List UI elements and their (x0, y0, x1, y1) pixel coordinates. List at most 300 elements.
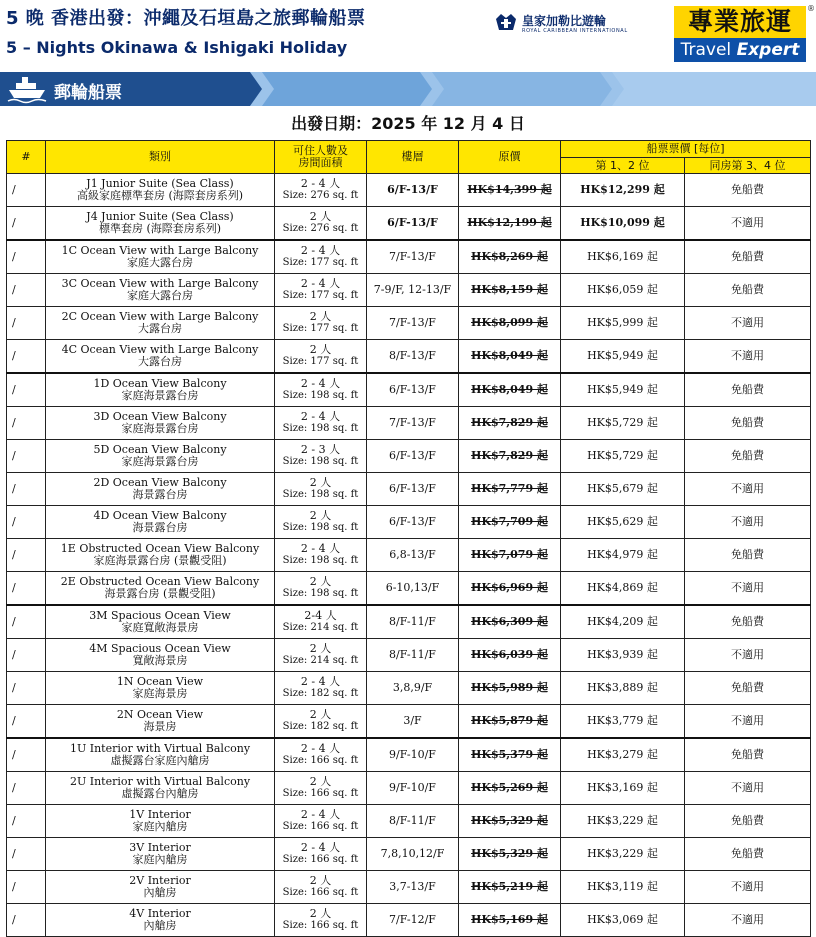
row-category (46, 572, 275, 606)
row-size: Size: 198 sq. ft (282, 489, 359, 500)
row-name-zh: 家庭內艙房 (132, 853, 188, 866)
row-num: / (7, 207, 46, 241)
row-size: Size: 182 sq. ft (282, 721, 359, 732)
row-extra-fare: 免船費 (685, 373, 811, 407)
row-num: / (7, 307, 46, 340)
row-extra-fare: 免船費 (685, 240, 811, 274)
row-occ: 2 人 (309, 476, 332, 489)
table-row (7, 838, 811, 871)
row-name-en: 2V Interior (129, 874, 191, 887)
section-label: 郵輪船票 (54, 83, 122, 103)
row-name-en: 4C Ocean View with Large Balcony (61, 343, 259, 356)
row-name-en: 5D Ocean View Balcony (93, 443, 227, 456)
row-price: HK$5,679 起 (561, 473, 685, 506)
row-name-zh: 家庭海景露台房 (景觀受阻) (93, 554, 227, 567)
row-num: / (7, 772, 46, 805)
col-original: 原價 (459, 141, 561, 174)
row-original-price: HK$8,159 起 (459, 274, 561, 307)
row-num: / (7, 605, 46, 639)
row-original-price: HK$8,269 起 (459, 240, 561, 274)
row-name-en: J4 Junior Suite (Sea Class) (86, 210, 234, 223)
row-price: HK$5,999 起 (561, 307, 685, 340)
row-price: HK$3,279 起 (561, 738, 685, 772)
row-occ: 2-4 人 (304, 609, 337, 622)
row-deck: 3,8,9/F (367, 672, 459, 705)
row-price: HK$3,229 起 (561, 805, 685, 838)
row-category (46, 772, 275, 805)
row-name-en: 2E Obstructed Ocean View Balcony (60, 575, 260, 588)
row-category (46, 473, 275, 506)
row-occupancy (275, 473, 367, 506)
row-occupancy (275, 805, 367, 838)
row-deck: 7-9/F, 12-13/F (367, 274, 459, 307)
row-extra-fare: 免船費 (685, 407, 811, 440)
row-extra-fare: 免船費 (685, 838, 811, 871)
table-row (7, 904, 811, 937)
row-price: HK$3,229 起 (561, 838, 685, 871)
row-category (46, 407, 275, 440)
row-original-price: HK$5,329 起 (459, 838, 561, 871)
row-num: / (7, 506, 46, 539)
row-extra-fare: 不適用 (685, 639, 811, 672)
row-price: HK$4,209 起 (561, 605, 685, 639)
col-occupancy-line1: 可住人數及 (293, 144, 348, 157)
row-extra-fare: 免船費 (685, 805, 811, 838)
row-category (46, 904, 275, 937)
row-size: Size: 166 sq. ft (282, 755, 359, 766)
row-name-zh: 寬敞海景房 (132, 654, 188, 667)
row-deck: 8/F-11/F (367, 639, 459, 672)
table-row (7, 772, 811, 805)
row-price: HK$3,889 起 (561, 672, 685, 705)
te-logo-zh: 專業旅運 (674, 6, 806, 38)
col-num: # (7, 141, 46, 174)
row-price: HK$3,069 起 (561, 904, 685, 937)
row-num: / (7, 240, 46, 274)
row-deck: 7/F-12/F (367, 904, 459, 937)
table-row (7, 473, 811, 506)
row-occupancy (275, 605, 367, 639)
row-price: HK$5,629 起 (561, 506, 685, 539)
row-name-en: 2C Ocean View with Large Balcony (61, 310, 259, 323)
col-fare-3-4: 同房第 3、4 位 (685, 158, 811, 174)
row-extra-fare: 不適用 (685, 705, 811, 739)
row-extra-fare: 不適用 (685, 473, 811, 506)
row-name-zh: 家庭內艙房 (132, 820, 188, 833)
row-num: / (7, 473, 46, 506)
row-deck: 6/F-13/F (367, 174, 459, 207)
row-name-zh: 家庭大露台房 (127, 256, 193, 269)
row-name-zh: 大露台房 (138, 355, 182, 368)
row-size: Size: 177 sq. ft (282, 290, 359, 301)
row-num: / (7, 738, 46, 772)
row-num: / (7, 373, 46, 407)
row-original-price: HK$5,879 起 (459, 705, 561, 739)
table-row (7, 274, 811, 307)
crown-anchor-icon (494, 10, 518, 34)
row-name-zh: 海景露台房 (景觀受阻) (104, 587, 216, 600)
row-size: Size: 198 sq. ft (282, 588, 359, 599)
row-occ: 2 - 4 人 (300, 675, 341, 688)
row-size: Size: 198 sq. ft (282, 423, 359, 434)
col-deck: 樓層 (367, 141, 459, 174)
row-price: HK$4,869 起 (561, 572, 685, 606)
row-name-en: 1E Obstructed Ocean View Balcony (60, 542, 260, 555)
row-category (46, 639, 275, 672)
row-occupancy (275, 207, 367, 241)
row-occupancy (275, 672, 367, 705)
row-occupancy (275, 871, 367, 904)
row-occ: 2 人 (309, 509, 332, 522)
row-original-price: HK$6,969 起 (459, 572, 561, 606)
row-name-zh: 家庭海景房 (132, 687, 188, 700)
row-name-en: 1C Ocean View with Large Balcony (61, 244, 259, 257)
row-occupancy (275, 904, 367, 937)
row-occ: 2 人 (309, 708, 332, 721)
travel-expert-logo (674, 4, 815, 62)
row-name-en: 2N Ocean View (116, 708, 204, 721)
row-size: Size: 276 sq. ft (282, 223, 359, 234)
row-deck: 6/F-13/F (367, 473, 459, 506)
row-size: Size: 177 sq. ft (282, 257, 359, 268)
row-original-price: HK$8,049 起 (459, 373, 561, 407)
row-category (46, 705, 275, 739)
row-category (46, 805, 275, 838)
table-row (7, 373, 811, 407)
row-extra-fare: 免船費 (685, 605, 811, 639)
row-deck: 8/F-13/F (367, 340, 459, 374)
row-occupancy (275, 240, 367, 274)
row-deck: 3,7-13/F (367, 871, 459, 904)
row-price: HK$3,169 起 (561, 772, 685, 805)
row-original-price: HK$14,399 起 (459, 174, 561, 207)
row-occ: 2 - 4 人 (300, 244, 341, 257)
row-category (46, 207, 275, 241)
row-num: / (7, 274, 46, 307)
row-extra-fare: 不適用 (685, 904, 811, 937)
row-original-price: HK$5,219 起 (459, 871, 561, 904)
te-logo-reg: ® (807, 4, 815, 13)
row-extra-fare: 不適用 (685, 340, 811, 374)
row-category (46, 871, 275, 904)
row-original-price: HK$6,309 起 (459, 605, 561, 639)
row-original-price: HK$7,079 起 (459, 539, 561, 572)
royal-caribbean-logo (494, 10, 644, 36)
te-logo-en-2: Expert (736, 40, 800, 60)
row-num: / (7, 639, 46, 672)
row-size: Size: 166 sq. ft (282, 920, 359, 931)
row-name-en: 4V Interior (129, 907, 191, 920)
row-size: Size: 166 sq. ft (282, 854, 359, 865)
row-size: Size: 214 sq. ft (282, 622, 359, 633)
row-deck: 6,8-13/F (367, 539, 459, 572)
col-occupancy-line2: 房間面積 (298, 156, 343, 169)
row-occupancy (275, 772, 367, 805)
row-deck: 6/F-13/F (367, 207, 459, 241)
row-price: HK$10,099 起 (561, 207, 685, 241)
row-occ: 2 - 4 人 (300, 410, 341, 423)
row-category (46, 240, 275, 274)
table-row (7, 407, 811, 440)
row-name-en: 1N Ocean View (116, 675, 204, 688)
row-occ: 2 - 4 人 (300, 277, 341, 290)
row-original-price: HK$12,199 起 (459, 207, 561, 241)
table-row (7, 639, 811, 672)
table-row (7, 871, 811, 904)
row-deck: 9/F-10/F (367, 738, 459, 772)
row-size: Size: 198 sq. ft (282, 555, 359, 566)
row-original-price: HK$5,329 起 (459, 805, 561, 838)
title-zh: 5 晚 香港出發：沖繩及石垣島之旅郵輪船票 (6, 8, 366, 29)
row-category (46, 506, 275, 539)
row-price: HK$5,729 起 (561, 407, 685, 440)
row-occ: 2 - 4 人 (300, 377, 341, 390)
row-name-en: 2U Interior with Virtual Balcony (69, 775, 251, 788)
row-size: Size: 214 sq. ft (282, 655, 359, 666)
row-category (46, 274, 275, 307)
row-num: / (7, 705, 46, 739)
row-size: Size: 276 sq. ft (282, 190, 359, 201)
rc-logo-name: 皇家加勒比遊輪 (522, 14, 607, 28)
row-price: HK$12,299 起 (561, 174, 685, 207)
row-extra-fare: 不適用 (685, 772, 811, 805)
row-original-price: HK$6,039 起 (459, 639, 561, 672)
table-row (7, 805, 811, 838)
row-original-price: HK$5,169 起 (459, 904, 561, 937)
row-occ: 2 人 (309, 210, 332, 223)
row-occupancy (275, 639, 367, 672)
row-size: Size: 166 sq. ft (282, 821, 359, 832)
row-occ: 2 人 (309, 775, 332, 788)
row-occupancy (275, 307, 367, 340)
row-name-zh: 家庭海景露台房 (121, 455, 199, 468)
row-name-zh: 內艙房 (143, 919, 177, 932)
row-occ: 2 人 (309, 343, 332, 356)
row-occupancy (275, 407, 367, 440)
row-name-zh: 內艙房 (143, 886, 177, 899)
row-deck: 3/F (367, 705, 459, 739)
row-category (46, 605, 275, 639)
row-category (46, 307, 275, 340)
row-name-en: 3V Interior (129, 841, 191, 854)
row-category (46, 440, 275, 473)
row-num: / (7, 539, 46, 572)
row-name-zh: 家庭海景露台房 (121, 422, 199, 435)
row-name-en: 1D Ocean View Balcony (93, 377, 227, 390)
row-price: HK$6,059 起 (561, 274, 685, 307)
rc-logo-sub: ROYAL CARIBBEAN INTERNATIONAL (522, 28, 628, 34)
table-row (7, 174, 811, 207)
row-extra-fare: 免船費 (685, 539, 811, 572)
col-fare-group: 船票票價 [每位] (561, 141, 811, 158)
departure-date: 出發日期：2025 年 12 月 4 日 (291, 114, 525, 133)
row-price: HK$5,949 起 (561, 373, 685, 407)
row-occupancy (275, 539, 367, 572)
row-deck: 8/F-11/F (367, 605, 459, 639)
title-en: 5 – Nights Okinawa & Ishigaki Holiday (6, 38, 348, 57)
row-deck: 6/F-13/F (367, 506, 459, 539)
row-original-price: HK$5,989 起 (459, 672, 561, 705)
row-original-price: HK$7,829 起 (459, 440, 561, 473)
row-name-zh: 海景露台房 (132, 521, 188, 534)
row-extra-fare: 免船費 (685, 440, 811, 473)
row-price: HK$5,949 起 (561, 340, 685, 374)
table-row (7, 705, 811, 739)
row-size: Size: 182 sq. ft (282, 688, 359, 699)
row-num: / (7, 340, 46, 374)
col-category: 類別 (46, 141, 275, 174)
row-num: / (7, 904, 46, 937)
row-category (46, 340, 275, 374)
row-occ: 2 - 4 人 (300, 542, 341, 555)
row-occupancy (275, 340, 367, 374)
fare-table (6, 140, 811, 937)
row-extra-fare: 免船費 (685, 174, 811, 207)
row-occ: 2 - 4 人 (300, 808, 341, 821)
table-row (7, 240, 811, 274)
row-name-en: J1 Junior Suite (Sea Class) (86, 177, 234, 190)
row-extra-fare: 免船費 (685, 738, 811, 772)
row-occupancy (275, 738, 367, 772)
table-row (7, 307, 811, 340)
row-occupancy (275, 440, 367, 473)
row-original-price: HK$7,829 起 (459, 407, 561, 440)
row-deck: 6-10,13/F (367, 572, 459, 606)
row-extra-fare: 不適用 (685, 871, 811, 904)
row-deck: 7,8,10,12/F (367, 838, 459, 871)
row-name-zh: 標準套房 (海際套房系列) (98, 222, 222, 235)
row-extra-fare: 不適用 (685, 307, 811, 340)
table-row (7, 672, 811, 705)
col-occupancy (275, 141, 367, 174)
row-occ: 2 - 4 人 (300, 177, 341, 190)
row-occupancy (275, 274, 367, 307)
row-category (46, 174, 275, 207)
row-extra-fare: 不適用 (685, 207, 811, 241)
row-deck: 7/F-13/F (367, 407, 459, 440)
row-original-price: HK$8,099 起 (459, 307, 561, 340)
row-occ: 2 人 (309, 874, 332, 887)
row-deck: 8/F-11/F (367, 805, 459, 838)
row-category (46, 373, 275, 407)
row-name-zh: 虛擬露台家庭內艙房 (110, 754, 210, 767)
row-num: / (7, 838, 46, 871)
table-row (7, 605, 811, 639)
table-row (7, 207, 811, 241)
table-row (7, 506, 811, 539)
te-logo-en-1: Travel (680, 40, 732, 60)
row-deck: 6/F-13/F (367, 373, 459, 407)
row-name-en: 3D Ocean View Balcony (93, 410, 227, 423)
row-num: / (7, 805, 46, 838)
row-size: Size: 177 sq. ft (282, 356, 359, 367)
cruise-ship-icon (6, 74, 48, 104)
fare-table-body (7, 174, 811, 937)
row-price: HK$3,779 起 (561, 705, 685, 739)
row-size: Size: 198 sq. ft (282, 522, 359, 533)
row-size: Size: 198 sq. ft (282, 456, 359, 467)
table-row (7, 440, 811, 473)
row-name-zh: 海景房 (143, 720, 177, 733)
row-num: / (7, 407, 46, 440)
row-num: / (7, 174, 46, 207)
row-price: HK$6,169 起 (561, 240, 685, 274)
row-original-price: HK$5,379 起 (459, 738, 561, 772)
row-size: Size: 166 sq. ft (282, 788, 359, 799)
row-category (46, 838, 275, 871)
row-occupancy (275, 705, 367, 739)
row-occupancy (275, 838, 367, 871)
row-extra-fare: 不適用 (685, 572, 811, 606)
row-occ: 2 人 (309, 907, 332, 920)
row-name-zh: 家庭大露台房 (127, 289, 193, 302)
row-occupancy (275, 506, 367, 539)
row-name-en: 2D Ocean View Balcony (93, 476, 227, 489)
section-banner (0, 72, 816, 106)
row-name-zh: 大露台房 (138, 322, 182, 335)
row-category (46, 539, 275, 572)
row-name-en: 1U Interior with Virtual Balcony (69, 742, 251, 755)
row-num: / (7, 440, 46, 473)
row-occupancy (275, 572, 367, 606)
row-name-en: 4D Ocean View Balcony (93, 509, 227, 522)
row-occupancy (275, 373, 367, 407)
row-category (46, 672, 275, 705)
col-fare-1-2: 第 1、2 位 (561, 158, 685, 174)
row-deck: 6/F-13/F (367, 440, 459, 473)
row-size: Size: 166 sq. ft (282, 887, 359, 898)
row-name-zh: 虛擬露台內艙房 (121, 787, 199, 800)
row-name-zh: 家庭寬敞海景房 (121, 621, 199, 634)
row-num: / (7, 672, 46, 705)
row-deck: 7/F-13/F (367, 307, 459, 340)
row-name-en: 1V Interior (129, 808, 191, 821)
row-size: Size: 177 sq. ft (282, 323, 359, 334)
row-name-zh: 高級家庭標準套房 (海際套房系列) (76, 189, 244, 202)
row-num: / (7, 572, 46, 606)
row-extra-fare: 不適用 (685, 506, 811, 539)
row-occ: 2 人 (309, 575, 332, 588)
row-occ: 2 - 3 人 (300, 443, 341, 456)
row-occupancy (275, 174, 367, 207)
row-category (46, 738, 275, 772)
table-row (7, 738, 811, 772)
row-price: HK$3,119 起 (561, 871, 685, 904)
row-price: HK$5,729 起 (561, 440, 685, 473)
row-size: Size: 198 sq. ft (282, 390, 359, 401)
row-occ: 2 人 (309, 642, 332, 655)
te-logo-en (674, 38, 806, 62)
row-occ: 2 人 (309, 310, 332, 323)
table-row (7, 340, 811, 374)
row-extra-fare: 免船費 (685, 672, 811, 705)
table-row (7, 539, 811, 572)
row-original-price: HK$5,269 起 (459, 772, 561, 805)
row-name-en: 4M Spacious Ocean View (89, 642, 231, 655)
row-occ: 2 - 4 人 (300, 742, 341, 755)
row-num: / (7, 871, 46, 904)
row-price: HK$4,979 起 (561, 539, 685, 572)
row-price: HK$3,939 起 (561, 639, 685, 672)
row-extra-fare: 免船費 (685, 274, 811, 307)
row-name-en: 3M Spacious Ocean View (89, 609, 231, 622)
row-name-zh: 海景露台房 (132, 488, 188, 501)
row-original-price: HK$7,709 起 (459, 506, 561, 539)
row-name-en: 3C Ocean View with Large Balcony (61, 277, 259, 290)
row-name-zh: 家庭海景露台房 (121, 389, 199, 402)
row-deck: 7/F-13/F (367, 240, 459, 274)
row-occ: 2 - 4 人 (300, 841, 341, 854)
